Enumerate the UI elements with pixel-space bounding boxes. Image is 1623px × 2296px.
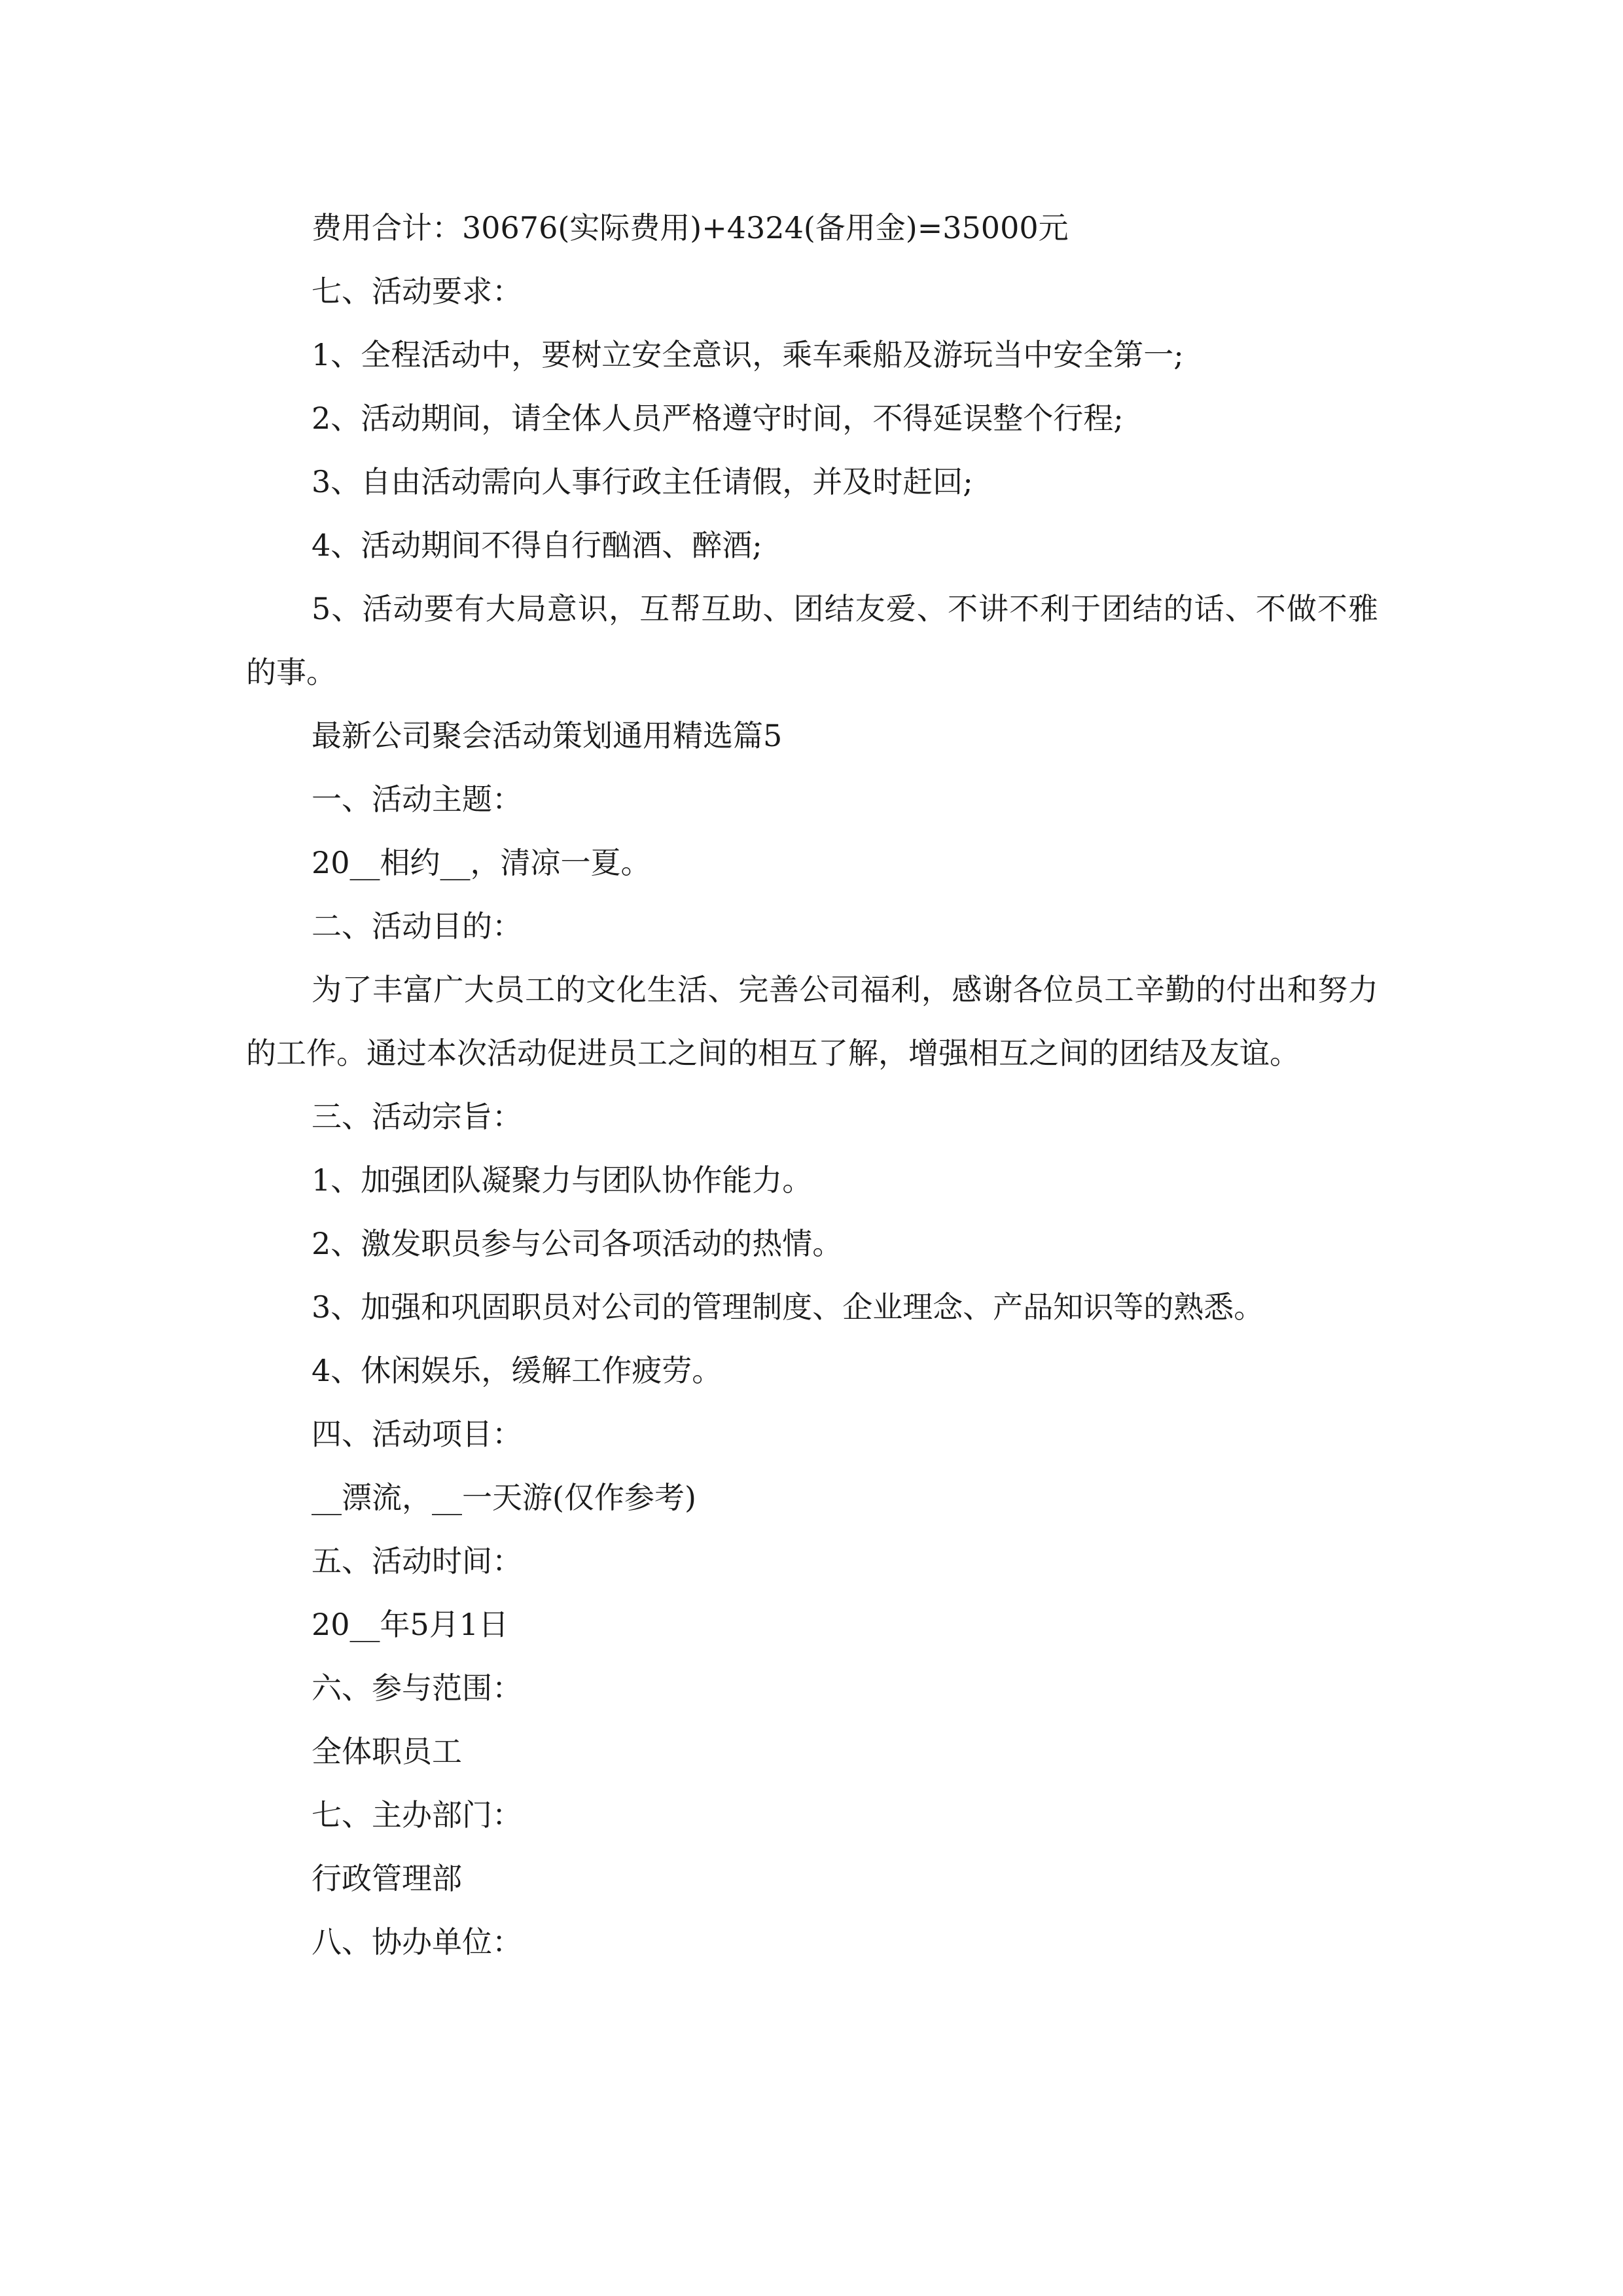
cost-total-line: 费用合计：30676(实际费用)+4324(备用金)=35000元: [312, 210, 1069, 245]
purpose-text: 为了丰富广大员工的文化生活、完善公司福利，感谢各位员工辛勤的付出和努力的工作。通过本次活动促进员工之间的相互了解，增强相互之间的团结及友谊。: [246, 972, 1378, 1071]
section-heading-aims: 三、活动宗旨：: [312, 1099, 522, 1134]
aim-item: 4、休闲娱乐，缓解工作疲劳。: [312, 1353, 722, 1388]
theme-text: 20__相约__，清凉一夏。: [312, 845, 651, 880]
aim-item: 3、加强和巩固职员对公司的管理制度、企业理念、产品知识等的熟悉。: [312, 1289, 1264, 1325]
section-heading-co-organizer: 八、协办单位：: [312, 1924, 522, 1960]
section-heading-organizer: 七、主办部门：: [312, 1797, 522, 1833]
requirement-item: 3、自由活动需向人事行政主任请假，并及时赶回;: [312, 464, 973, 499]
scope-text: 全体职员工: [312, 1734, 462, 1769]
section-heading-scope: 六、参与范围：: [312, 1670, 522, 1706]
requirement-item: 2、活动期间，请全体人员严格遵守时间，不得延误整个行程;: [312, 401, 1124, 436]
article-title: 最新公司聚会活动策划通用精选篇5: [312, 718, 783, 753]
section-heading-requirements: 七、活动要求：: [312, 274, 522, 309]
projects-text: __漂流，__一天游(仅作参考): [312, 1480, 696, 1515]
section-heading-theme: 一、活动主题：: [312, 781, 522, 817]
section-heading-time: 五、活动时间：: [312, 1543, 522, 1579]
requirement-item: 4、活动期间不得自行酗酒、醉酒;: [312, 528, 762, 563]
document-body: [246, 196, 1378, 1974]
requirement-item: 1、全程活动中，要树立安全意识，乘车乘船及游玩当中安全第一;: [312, 337, 1184, 372]
aim-item: 1、加强团队凝聚力与团队协作能力。: [312, 1162, 813, 1198]
organizer-text: 行政管理部: [312, 1861, 462, 1896]
section-heading-projects: 四、活动项目：: [312, 1416, 522, 1452]
aim-item: 2、激发职员参与公司各项活动的热情。: [312, 1226, 843, 1261]
time-text: 20__年5月1日: [312, 1607, 509, 1642]
requirement-item: 5、活动要有大局意识，互帮互助、团结友爱、不讲不利于团结的话、不做不雅的事。: [246, 591, 1378, 690]
section-heading-purpose: 二、活动目的：: [312, 908, 522, 944]
